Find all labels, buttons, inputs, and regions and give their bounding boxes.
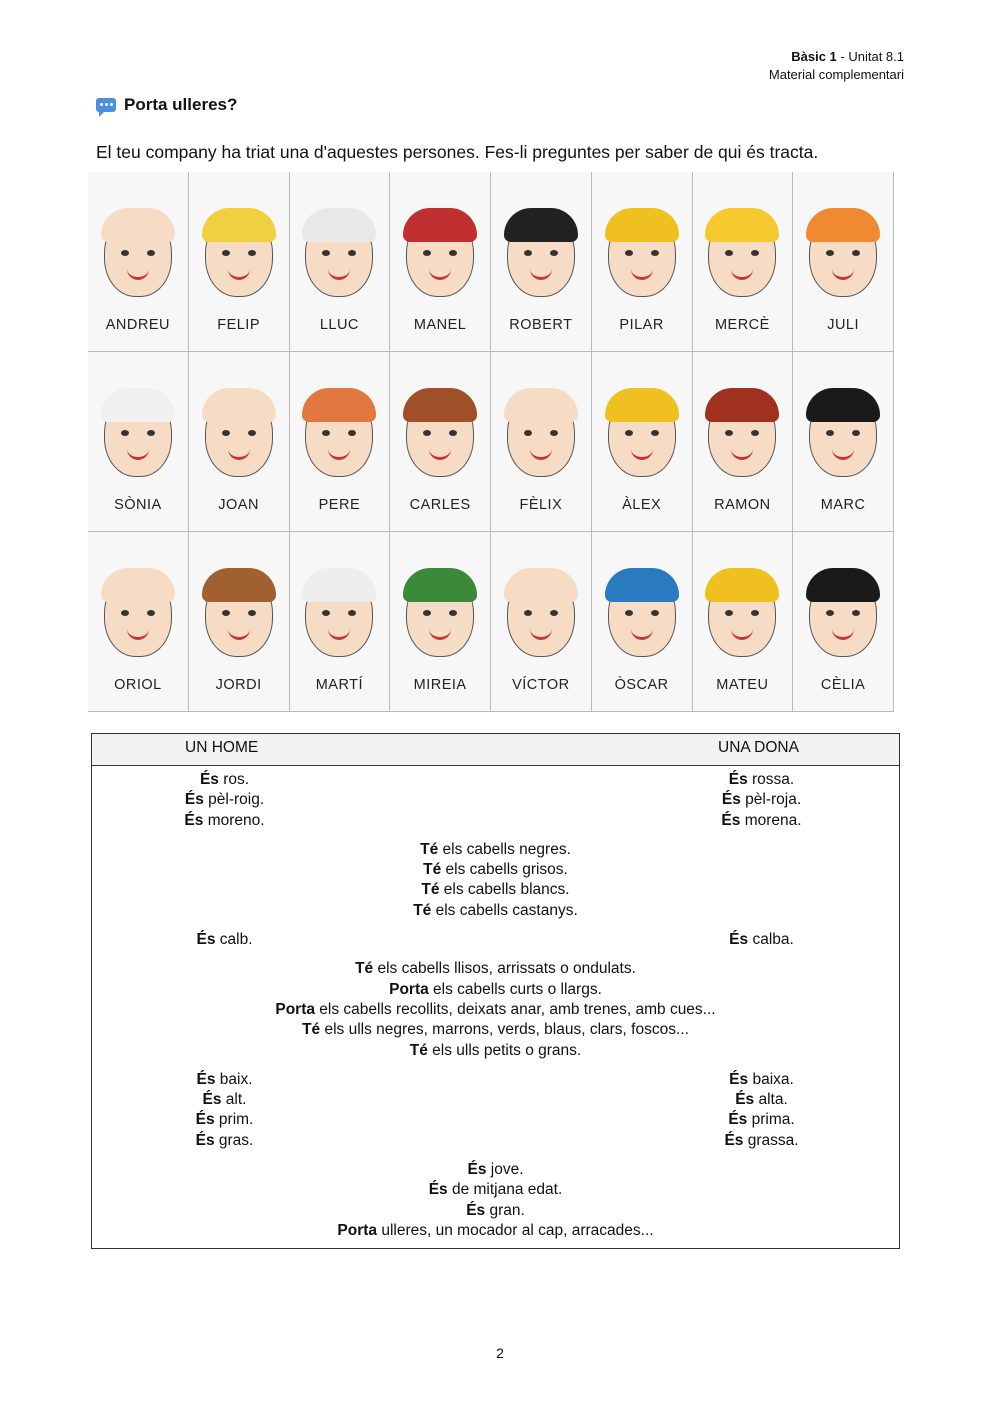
face-illustration — [708, 573, 776, 657]
person-name: PILAR — [619, 317, 664, 333]
table-line: És de mitjana edat. — [428, 1181, 563, 1199]
face-illustration — [809, 213, 877, 297]
title-text: Porta ulleres? — [124, 95, 238, 114]
person-name: RAMON — [714, 497, 771, 513]
person-card — [693, 352, 794, 532]
split-section — [92, 930, 899, 950]
face-illustration — [305, 213, 373, 297]
table-line: Porta els cabells curts o llargs. — [389, 980, 602, 998]
activity-title — [96, 95, 237, 115]
feminine-column — [629, 1070, 894, 1151]
face-illustration — [406, 573, 474, 657]
header-line-2: Material complementari — [768, 67, 904, 82]
person-card — [491, 172, 592, 352]
split-section — [92, 770, 899, 831]
page-header — [769, 48, 904, 84]
face-illustration — [205, 393, 273, 477]
person-card — [693, 172, 794, 352]
table-line: És calba. — [729, 931, 794, 949]
person-card — [390, 532, 491, 712]
table-line: És pèl-roig. — [184, 791, 265, 809]
face-illustration — [205, 213, 273, 297]
person-card — [88, 172, 189, 352]
face-illustration — [205, 573, 273, 657]
table-line: És moreno. — [184, 811, 265, 829]
face-illustration — [507, 573, 575, 657]
person-card — [189, 352, 290, 532]
person-card — [693, 532, 794, 712]
person-name: MIREIA — [413, 677, 467, 693]
person-name: MERCÈ — [714, 317, 770, 333]
masculine-column — [92, 1070, 357, 1151]
table-line: És alta. — [735, 1091, 788, 1109]
table-line: És jove. — [467, 1161, 524, 1179]
person-name: FÈLIX — [519, 497, 563, 513]
person-name: MANEL — [413, 317, 467, 333]
table-line: Té els cabells grisos. — [423, 861, 568, 879]
table-line: Té els ulls petits o grans. — [409, 1041, 582, 1059]
person-card — [793, 532, 894, 712]
person-card — [793, 172, 894, 352]
person-card — [290, 352, 391, 532]
person-card — [189, 172, 290, 352]
header-un-home: UN HOME — [185, 739, 259, 756]
table-body — [92, 770, 899, 1241]
face-illustration — [608, 393, 676, 477]
header-una-dona: UNA DONA — [718, 739, 799, 756]
table-line: És prim. — [195, 1111, 254, 1129]
face-illustration — [305, 393, 373, 477]
person-card — [491, 352, 592, 532]
table-line: És gras. — [195, 1131, 254, 1149]
person-name: ÀLEX — [622, 497, 662, 513]
face-illustration — [104, 393, 172, 477]
person-card — [88, 532, 189, 712]
table-line: És pèl-roja. — [721, 791, 802, 809]
face-illustration — [104, 213, 172, 297]
person-name: MARTÍ — [315, 677, 364, 693]
person-name: MARC — [820, 497, 866, 513]
table-line: És ros. — [199, 771, 250, 788]
face-illustration — [406, 213, 474, 297]
table-line: Té els cabells negres. — [420, 840, 571, 858]
person-name: JOAN — [218, 497, 259, 513]
face-illustration — [507, 213, 575, 297]
table-line: És baix. — [196, 1070, 253, 1088]
face-illustration — [708, 213, 776, 297]
face-illustration — [708, 393, 776, 477]
table-line: És baixa. — [729, 1070, 794, 1088]
shared-section — [92, 840, 899, 921]
table-line: Té els cabells llisos, arrissats o ondulats. — [355, 960, 636, 978]
person-name: MATEU — [716, 677, 769, 693]
table-line: Porta ulleres, un mocador al cap, arracades... — [337, 1221, 654, 1239]
face-illustration — [608, 213, 676, 297]
person-name: ORIOL — [114, 677, 162, 693]
shared-section — [92, 1160, 899, 1241]
feminine-column — [629, 770, 894, 831]
person-card — [290, 532, 391, 712]
descriptions-table — [91, 733, 900, 1249]
person-name: ANDREU — [105, 317, 170, 333]
face-illustration — [809, 573, 877, 657]
person-card — [88, 352, 189, 532]
speech-bubble-icon — [96, 98, 116, 112]
person-name: CARLES — [409, 497, 471, 513]
person-card — [592, 532, 693, 712]
header-line-1: Bàsic 1 - Unitat 8.1 — [791, 49, 904, 64]
person-name: ROBERT — [509, 317, 573, 333]
face-illustration — [406, 393, 474, 477]
person-name: PERE — [318, 497, 361, 513]
page-number: 2 — [496, 1345, 504, 1361]
face-illustration — [608, 573, 676, 657]
person-card — [390, 172, 491, 352]
face-illustration — [104, 573, 172, 657]
person-card — [390, 352, 491, 532]
person-name: VÍCTOR — [512, 677, 570, 693]
person-card — [290, 172, 391, 352]
table-header — [92, 734, 899, 766]
masculine-column — [92, 770, 357, 831]
person-name: FELIP — [217, 317, 261, 333]
table-line: És prima. — [728, 1111, 795, 1129]
person-name: LLUC — [319, 317, 359, 333]
person-name: SÒNIA — [114, 497, 162, 513]
person-name: CÈLIA — [820, 677, 866, 693]
table-line: Té els cabells blancs. — [421, 881, 570, 899]
masculine-column — [92, 930, 357, 950]
table-line: Porta els cabells recollits, deixats anar, amb trenes, amb cues... — [275, 1000, 716, 1018]
table-line: Té els cabells castanys. — [413, 901, 578, 919]
shared-section — [92, 959, 899, 1060]
table-line: És grassa. — [724, 1131, 799, 1149]
face-illustration — [507, 393, 575, 477]
face-illustration — [809, 393, 877, 477]
person-name: JULI — [827, 317, 860, 333]
split-section — [92, 1070, 899, 1151]
face-illustration — [305, 573, 373, 657]
table-line: Té els ulls negres, marrons, verds, blaus, clars, foscos... — [302, 1021, 689, 1039]
faces-grid — [88, 172, 894, 712]
table-line: És gran. — [466, 1201, 525, 1219]
person-card — [189, 532, 290, 712]
person-name: ÒSCAR — [614, 677, 669, 693]
person-card — [793, 352, 894, 532]
person-card — [592, 172, 693, 352]
person-name: JORDI — [215, 677, 262, 693]
table-line: És alt. — [202, 1091, 247, 1109]
table-line: És calb. — [196, 931, 253, 949]
table-line: És morena. — [721, 811, 802, 829]
person-card — [491, 532, 592, 712]
feminine-column — [629, 930, 894, 950]
person-card — [592, 352, 693, 532]
instruction-text: El teu company ha triat una d'aquestes persones. Fes-li preguntes per saber de qui és tracta. — [96, 142, 819, 162]
table-line: És rossa. — [728, 771, 795, 788]
